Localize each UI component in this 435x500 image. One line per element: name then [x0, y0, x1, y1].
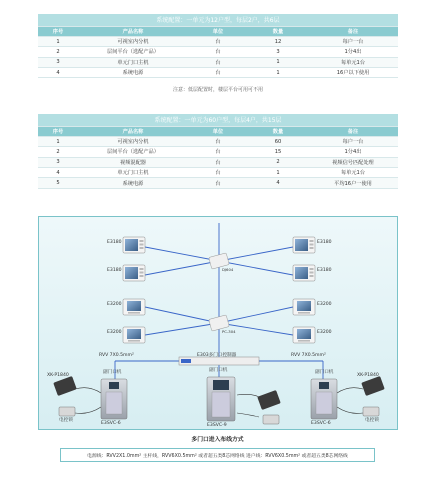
cell: 60: [248, 136, 308, 146]
cell: 3: [248, 47, 308, 57]
table-row: [38, 68, 398, 78]
door-label: 副门口机: [209, 368, 228, 373]
monitor-E3180-3: [293, 237, 315, 253]
wire: [237, 394, 259, 397]
power-supply-right: [361, 376, 385, 396]
cell: 每户一台: [308, 136, 398, 146]
cell: 视频混配器: [78, 157, 188, 167]
cell: 台: [188, 136, 248, 146]
cell: 1分4出: [308, 147, 398, 157]
cell: 4: [38, 168, 78, 178]
cell: 4: [38, 68, 78, 78]
power-supply-left: [53, 376, 77, 396]
panel-model-label: E3SVC-6: [101, 421, 121, 426]
cell: 1: [248, 68, 308, 78]
cell: 1: [38, 36, 78, 46]
cell: 可视室内分机: [78, 136, 188, 146]
cell: 3: [38, 157, 78, 167]
monitor-label: E3200: [107, 330, 122, 335]
cell: 1分4出: [308, 47, 398, 57]
col-header-index: 序号: [38, 26, 78, 36]
cell: 视频信号匹配处理: [308, 157, 398, 167]
wiring-diagram: [38, 216, 398, 430]
table-header-row: [38, 26, 398, 36]
door-panel-left: [101, 379, 127, 419]
monitor-E3200-1: [123, 299, 145, 315]
wire-spec-left: RVV 7X0.5mm²: [99, 353, 134, 358]
wiring-svg: [39, 217, 399, 431]
lock-label: 电控锁: [365, 418, 379, 423]
cell: 台: [188, 157, 248, 167]
cell: 每单元1台: [308, 57, 398, 67]
splitter-label: DJ604: [222, 267, 234, 272]
cell: 平均16户一使用: [308, 178, 398, 188]
wire-spec-right: RVV 7X0.5mm²: [291, 353, 326, 358]
cell: 15: [248, 147, 308, 157]
cell: 台: [188, 68, 248, 78]
cell: 3: [38, 57, 78, 67]
cell: 单元门口主机: [78, 57, 188, 67]
cell: 12: [248, 36, 308, 46]
cell: 5: [38, 178, 78, 188]
monitor-E3180-4: [293, 265, 315, 281]
config-table-12: [38, 14, 398, 78]
monitor-label: E3200: [317, 302, 332, 307]
cell: 2: [38, 147, 78, 157]
cell: 4: [248, 178, 308, 188]
cable-spec-note: 电源线：RVV2X1.0mm² 主杆线，RVV6X0.5mm² 或者超五类8芯网络线 进户线：RVV6X0.5mm² 或者超五类8芯网络线: [60, 448, 375, 462]
config-note: 注意：低层配置时，楼层平台可用可不用: [172, 87, 263, 93]
table-row: [38, 157, 398, 167]
cell: 系统电源: [78, 68, 188, 78]
monitor-label: E3200: [107, 302, 122, 307]
wire: [219, 247, 293, 261]
table-row: [38, 36, 398, 46]
wire: [145, 247, 219, 261]
door-panel-right: [311, 379, 337, 419]
table-title: 系统配置：一单元为60户型，每层4户，共15层: [38, 114, 398, 126]
door-label: 副门口机: [103, 370, 122, 375]
cell: 台: [188, 47, 248, 57]
table-row: [38, 47, 398, 57]
door-panel-center: [207, 377, 235, 421]
col-header-remark: 备注: [308, 26, 398, 36]
controller-label: E303多门口控制器: [197, 353, 237, 358]
col-header-unit: 单位: [188, 26, 248, 36]
wire: [219, 307, 293, 323]
wire: [145, 261, 219, 275]
power-label: XK-P1840: [357, 373, 379, 378]
cell: 1: [248, 168, 308, 178]
monitor-E3180-1: [123, 237, 145, 253]
power-supply-center: [257, 390, 281, 410]
wire: [145, 307, 219, 323]
panel-model-label: E3SVC-9: [207, 423, 227, 428]
col-header-unit: 单位: [188, 126, 248, 136]
cell: 可视室内分机: [78, 36, 188, 46]
col-header-product: 产品名称: [78, 26, 188, 36]
wire: [75, 407, 101, 413]
col-header-remark: 备注: [308, 126, 398, 136]
wire: [337, 388, 363, 393]
lock-left: [59, 407, 75, 416]
cell: 1: [248, 57, 308, 67]
cell: 台: [188, 168, 248, 178]
monitor-label: E3180: [107, 240, 122, 245]
controller-led: [181, 359, 191, 363]
wire: [337, 407, 363, 413]
power-label: XK-P1840: [47, 373, 69, 378]
cell: 系统电源: [78, 178, 188, 188]
table-row: [38, 57, 398, 67]
monitor-label: E3200: [317, 330, 332, 335]
monitor-E3200-3: [293, 299, 315, 315]
table-title: 系统配置：一单元为12户型，每层2户，共6层: [38, 14, 398, 26]
cell: 台: [188, 178, 248, 188]
cell: 台: [188, 36, 248, 46]
cell: 16户以下使用: [308, 68, 398, 78]
col-header-qty: 数量: [248, 126, 308, 136]
monitor-label: E3180: [107, 268, 122, 273]
monitor-label: E3180: [317, 268, 332, 273]
table-row: [38, 136, 398, 146]
cell: 2: [248, 157, 308, 167]
table-title-row: [38, 114, 398, 126]
panel-model-label: E3SVC-6: [311, 421, 331, 426]
table-row: [38, 168, 398, 178]
cell: 台: [188, 57, 248, 67]
table-row: [38, 178, 398, 188]
door-label: 副门口机: [315, 370, 334, 375]
config-table-60: [38, 114, 398, 189]
wire: [75, 388, 101, 393]
monitor-E3180-2: [123, 265, 145, 281]
col-header-index: 序号: [38, 126, 78, 136]
table-row: [38, 147, 398, 157]
wire: [145, 323, 219, 335]
monitor-label: E3180: [317, 240, 332, 245]
cell: 单元门口主机: [78, 168, 188, 178]
lock-right: [363, 407, 379, 416]
cell: 1: [38, 136, 78, 146]
wire: [237, 413, 259, 417]
cell: 台: [188, 147, 248, 157]
cell: 2: [38, 47, 78, 57]
cell: 每单元1台: [308, 168, 398, 178]
cell: 层间平台（选配产品）: [78, 147, 188, 157]
cell: 层间平台（选配产品）: [78, 47, 188, 57]
col-header-qty: 数量: [248, 26, 308, 36]
diagram-caption: 多门口进入布线方式: [191, 437, 244, 443]
table-title-row: [38, 14, 398, 26]
monitor-E3200-4: [293, 327, 315, 343]
splitter-label: PC-304: [222, 329, 236, 334]
monitor-E3200-2: [123, 327, 145, 343]
col-header-product: 产品名称: [78, 126, 188, 136]
lock-label: 电控锁: [59, 418, 73, 423]
table-header-row: [38, 126, 398, 136]
cell: 每户一台: [308, 36, 398, 46]
lock-center: [263, 415, 279, 424]
